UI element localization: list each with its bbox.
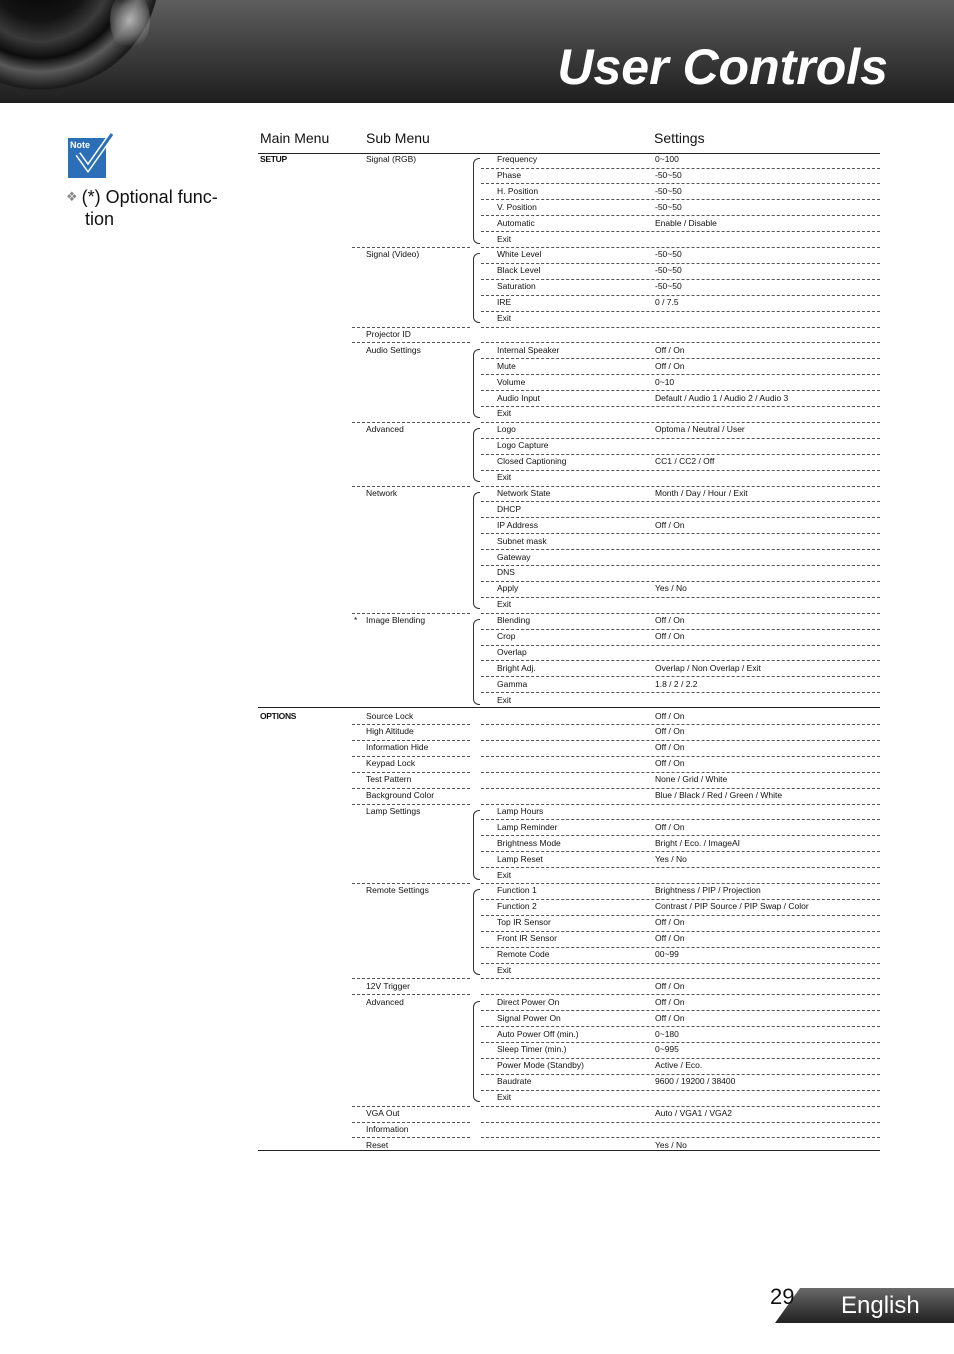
row-divider [352, 740, 470, 741]
sub-menu-label: Network [366, 487, 398, 498]
setting-value: 0~100 [655, 154, 679, 164]
row-divider [481, 1106, 880, 1107]
setting-item-label: IP Address [497, 519, 538, 530]
column-header-settings: Settings [654, 130, 705, 146]
setting-value: Off / On [655, 933, 685, 944]
row-divider [481, 581, 880, 582]
group-brace [473, 1007, 474, 1096]
sub-menu-label: Information Hide [366, 742, 429, 753]
note-icon [66, 132, 116, 182]
setting-item-label: Apply [497, 583, 519, 594]
setting-item-label: Automatic [497, 217, 535, 228]
row-divider [352, 804, 470, 805]
setting-value: Yes / No [655, 1139, 687, 1150]
setting-item-label: Bright Adj. [497, 662, 536, 673]
group-brace-bottom [473, 968, 480, 975]
setting-item-label: Function 2 [497, 901, 537, 912]
sub-menu-label: Keypad Lock [366, 758, 416, 769]
row-divider [352, 247, 470, 248]
sub-menu-label: VGA Out [366, 1108, 400, 1118]
group-brace-top [473, 619, 480, 626]
setting-value: -50~50 [655, 281, 682, 292]
group-brace-top [473, 889, 480, 896]
setting-value: Off / On [655, 631, 685, 641]
setting-item-label: Auto Power Off (min.) [497, 1028, 579, 1039]
row-divider [352, 327, 470, 328]
setting-value: Contrast / PIP Source / PIP Swap / Color [655, 901, 809, 912]
group-brace-top [473, 428, 480, 435]
setting-item-label: Exit [497, 313, 512, 323]
setting-item-label: Lamp Reset [497, 853, 543, 864]
setting-item-label: Function 1 [497, 885, 537, 896]
row-divider [352, 978, 470, 979]
row-divider [352, 1137, 470, 1138]
sub-menu-label: Advanced [366, 996, 404, 1007]
row-divider [481, 454, 880, 455]
setting-value: -50~50 [655, 169, 682, 180]
setting-item-label: DNS [497, 567, 515, 578]
setting-value: Off / On [655, 996, 685, 1007]
setting-value: -50~50 [655, 201, 682, 212]
row-divider [352, 342, 470, 343]
setting-value: Bright / Eco. / ImageAI [655, 837, 741, 848]
setting-value: 0 / 7.5 [655, 297, 679, 308]
group-brace-bottom [473, 237, 480, 244]
setting-item-label: Sleep Timer (min.) [497, 1044, 567, 1055]
sub-menu-label: Remote Settings [366, 885, 429, 896]
setting-item-label: Direct Power On [497, 996, 560, 1007]
setting-value: Off / On [655, 742, 685, 753]
row-divider [481, 660, 880, 661]
setting-item-label: IRE [497, 297, 512, 308]
row-divider [481, 486, 880, 487]
row-divider [352, 1106, 470, 1107]
setting-value: Yes / No [655, 583, 687, 594]
sub-menu-label: Reset [366, 1139, 389, 1150]
row-divider [481, 597, 880, 598]
lens-highlight [110, 0, 150, 50]
row-divider [481, 851, 880, 852]
setting-value: 0~995 [655, 1044, 679, 1055]
setting-item-label: Blending [497, 615, 531, 626]
row-divider [481, 374, 880, 375]
group-brace-bottom [473, 411, 480, 418]
setting-value: Off / On [655, 1012, 685, 1023]
setting-item-label: Closed Captioning [497, 456, 567, 467]
setting-item-label: Gateway [497, 551, 531, 562]
row-divider [481, 756, 880, 757]
svg-text:Note: Note [70, 140, 90, 150]
sub-menu-label: Test Pattern [366, 774, 412, 785]
row-divider [481, 1026, 880, 1027]
setting-item-label: H. Position [497, 185, 539, 196]
sub-menu-label: Projector ID [366, 328, 411, 339]
row-divider [481, 978, 880, 979]
table-bottom-rule [258, 1150, 880, 1151]
row-divider [352, 724, 470, 725]
main-menu-options: OPTIONS [260, 710, 297, 721]
setting-item-label: Internal Speaker [497, 344, 560, 355]
row-divider [481, 517, 880, 518]
group-brace-bottom [473, 873, 480, 880]
row-divider [481, 501, 880, 502]
group-brace [473, 164, 474, 238]
setting-item-label: Frequency [497, 154, 538, 164]
setting-value: Month / Day / Hour / Exit [655, 487, 748, 498]
setting-item-label: Brightness Mode [497, 837, 561, 848]
row-divider [481, 1058, 880, 1059]
row-divider [481, 931, 880, 932]
setting-item-label: Exit [497, 1092, 512, 1103]
row-divider [481, 915, 880, 916]
setting-value: Off / On [655, 726, 685, 737]
row-divider [481, 1042, 880, 1043]
setting-value: CC1 / CC2 / Off [655, 456, 715, 467]
sub-menu-label: Lamp Settings [366, 805, 421, 816]
row-divider [481, 1010, 880, 1011]
row-divider [481, 533, 880, 534]
page-number: 29 [770, 1284, 795, 1309]
setting-value: Off / On [655, 980, 685, 991]
setting-item-label: Audio Input [497, 392, 541, 403]
row-divider [352, 883, 470, 884]
sub-menu-label: Information [366, 1123, 409, 1134]
setting-value: Default / Audio 1 / Audio 2 / Audio 3 [655, 392, 789, 403]
group-brace-bottom [473, 1095, 480, 1102]
setting-value: Brightness / PIP / Projection [655, 885, 761, 896]
language-label: English [841, 1292, 920, 1319]
setting-value: Off / On [655, 519, 685, 530]
setting-item-label: Black Level [497, 265, 541, 276]
setting-value: 00~99 [655, 949, 679, 959]
setting-value: Optoma / Neutral / User [655, 424, 745, 435]
row-divider [481, 470, 880, 471]
row-divider [481, 676, 880, 677]
row-divider [481, 327, 880, 328]
group-brace [473, 355, 474, 413]
setting-item-label: Exit [497, 869, 512, 880]
row-divider [481, 613, 880, 614]
setting-value: Off / On [655, 821, 685, 832]
section-rule [258, 707, 880, 708]
row-divider [481, 342, 880, 343]
setting-item-label: White Level [497, 249, 542, 260]
row-divider [352, 756, 470, 757]
sub-menu-label: Background Color [366, 790, 435, 800]
setting-item-label: Volume [497, 376, 526, 387]
row-divider [481, 438, 880, 439]
sub-menu-label: Advanced [366, 424, 404, 435]
setting-value: Overlap / Non Overlap / Exit [655, 662, 761, 673]
group-brace-bottom [473, 602, 480, 609]
setting-item-label: Gamma [497, 678, 528, 689]
group-brace-top [473, 492, 480, 499]
group-brace-top [473, 253, 480, 260]
setting-item-label: V. Position [497, 201, 537, 212]
optional-function-note: ❖ (*) Optional func- tion [66, 187, 218, 229]
setting-item-label: Exit [497, 472, 512, 482]
row-divider [481, 199, 880, 200]
row-divider [481, 358, 880, 359]
row-divider [352, 994, 470, 995]
row-divider [481, 247, 880, 248]
group-brace [473, 625, 474, 699]
group-brace [473, 816, 474, 874]
row-divider [481, 740, 880, 741]
setting-item-label: Phase [497, 169, 522, 180]
setting-item-label: DHCP [497, 503, 522, 514]
row-divider [481, 724, 880, 725]
group-brace [473, 895, 474, 969]
row-divider [352, 486, 470, 487]
group-brace-top [473, 349, 480, 356]
setting-item-label: Lamp Reminder [497, 821, 558, 832]
row-divider [481, 565, 880, 566]
row-divider [481, 263, 880, 264]
row-divider [352, 422, 470, 423]
diamond-bullet-icon: ❖ [66, 189, 78, 204]
row-divider [481, 1137, 880, 1138]
sub-menu-label: Signal (Video) [366, 249, 420, 260]
setting-value: Off / On [655, 758, 685, 769]
setting-value: -50~50 [655, 185, 682, 196]
setting-item-label: Top IR Sensor [497, 917, 551, 928]
language-tab [775, 1288, 954, 1323]
row-divider [481, 963, 880, 964]
row-divider [481, 899, 880, 900]
row-divider [352, 772, 470, 773]
row-divider [481, 692, 880, 693]
setting-value: Off / On [655, 344, 685, 355]
group-brace-top [473, 158, 480, 165]
sub-menu-label: Source Lock [366, 710, 414, 721]
row-divider [481, 788, 880, 789]
row-divider [481, 406, 880, 407]
setting-value: Auto / VGA1 / VGA2 [655, 1108, 733, 1118]
row-divider [481, 994, 880, 995]
row-divider [481, 311, 880, 312]
setting-item-label: Signal Power On [497, 1012, 561, 1023]
row-divider [352, 613, 470, 614]
group-brace [473, 259, 474, 317]
setting-item-label: Exit [497, 694, 512, 705]
row-divider [481, 645, 880, 646]
row-divider [481, 183, 880, 184]
row-divider [481, 279, 880, 280]
row-divider [481, 390, 880, 391]
row-divider [481, 1090, 880, 1091]
setting-value: 9600 / 19200 / 38400 [655, 1076, 736, 1087]
row-divider [481, 867, 880, 868]
setting-item-label: Overlap [497, 646, 527, 657]
setting-value: 0~180 [655, 1028, 679, 1039]
row-divider [481, 835, 880, 836]
setting-item-label: Baudrate [497, 1076, 532, 1087]
setting-value: Off / On [655, 615, 685, 626]
setting-item-label: Lamp Hours [497, 805, 544, 816]
column-header-main-menu: Main Menu [260, 130, 330, 146]
row-divider [481, 549, 880, 550]
row-divider [481, 422, 880, 423]
group-brace-top [473, 1001, 480, 1008]
setting-item-label: Exit [497, 408, 512, 419]
group-brace [473, 498, 474, 603]
setting-item-label: Power Mode (Standby) [497, 1060, 584, 1071]
main-menu-setup: SETUP [260, 154, 287, 164]
setting-item-label: Logo Capture [497, 440, 549, 451]
row-divider [481, 215, 880, 216]
row-divider [481, 295, 880, 296]
setting-item-label: Mute [497, 360, 516, 371]
row-divider [481, 947, 880, 948]
setting-item-label: Remote Code [497, 949, 550, 959]
setting-value: Off / On [655, 710, 685, 721]
group-brace-top [473, 810, 480, 817]
setting-item-label: Network State [497, 487, 551, 498]
row-divider [481, 883, 880, 884]
header-rule [258, 153, 880, 154]
setting-value: Enable / Disable [655, 217, 717, 228]
setting-item-label: Exit [497, 599, 512, 610]
page-title: User Controls [557, 39, 888, 95]
sub-menu-label: 12V Trigger [366, 980, 410, 991]
row-divider [481, 819, 880, 820]
row-divider [481, 1122, 880, 1123]
setting-item-label: Saturation [497, 281, 536, 292]
setting-value: Yes / No [655, 853, 687, 864]
sub-menu-label: Signal (RGB) [366, 154, 417, 164]
sub-menu-label: Image Blending [366, 615, 426, 626]
sub-menu-label: High Altitude [366, 726, 414, 737]
setting-value: -50~50 [655, 265, 682, 276]
row-divider [481, 629, 880, 630]
group-brace [473, 434, 474, 476]
sub-menu-label: Audio Settings [366, 344, 421, 355]
setting-value: Off / On [655, 917, 685, 928]
setting-item-label: Logo [497, 424, 516, 435]
setting-value: 0~10 [655, 376, 675, 387]
setting-item-label: Exit [497, 964, 512, 975]
setting-item-label: Crop [497, 631, 516, 641]
page-header [0, 0, 954, 103]
group-brace-bottom [473, 698, 480, 705]
group-brace-bottom [473, 316, 480, 323]
row-divider [352, 1122, 470, 1123]
setting-value: None / Grid / White [655, 774, 728, 785]
setting-value: Off / On [655, 360, 685, 371]
setting-item-label: Front IR Sensor [497, 933, 557, 944]
row-divider [481, 231, 880, 232]
row-divider [481, 1074, 880, 1075]
row-divider [352, 788, 470, 789]
row-divider [481, 804, 880, 805]
setting-value: 1.8 / 2 / 2.2 [655, 678, 698, 689]
column-header-sub-menu: Sub Menu [366, 130, 430, 146]
setting-value: Active / Eco. [655, 1060, 703, 1071]
row-divider [481, 772, 880, 773]
setting-value: -50~50 [655, 249, 682, 260]
setting-item-label: Exit [497, 233, 512, 244]
row-divider [481, 168, 880, 169]
setting-value: Blue / Black / Red / Green / White [655, 790, 783, 800]
setting-item-label: Subnet mask [497, 535, 547, 546]
optional-marker: * [354, 615, 358, 626]
group-brace-bottom [473, 475, 480, 482]
